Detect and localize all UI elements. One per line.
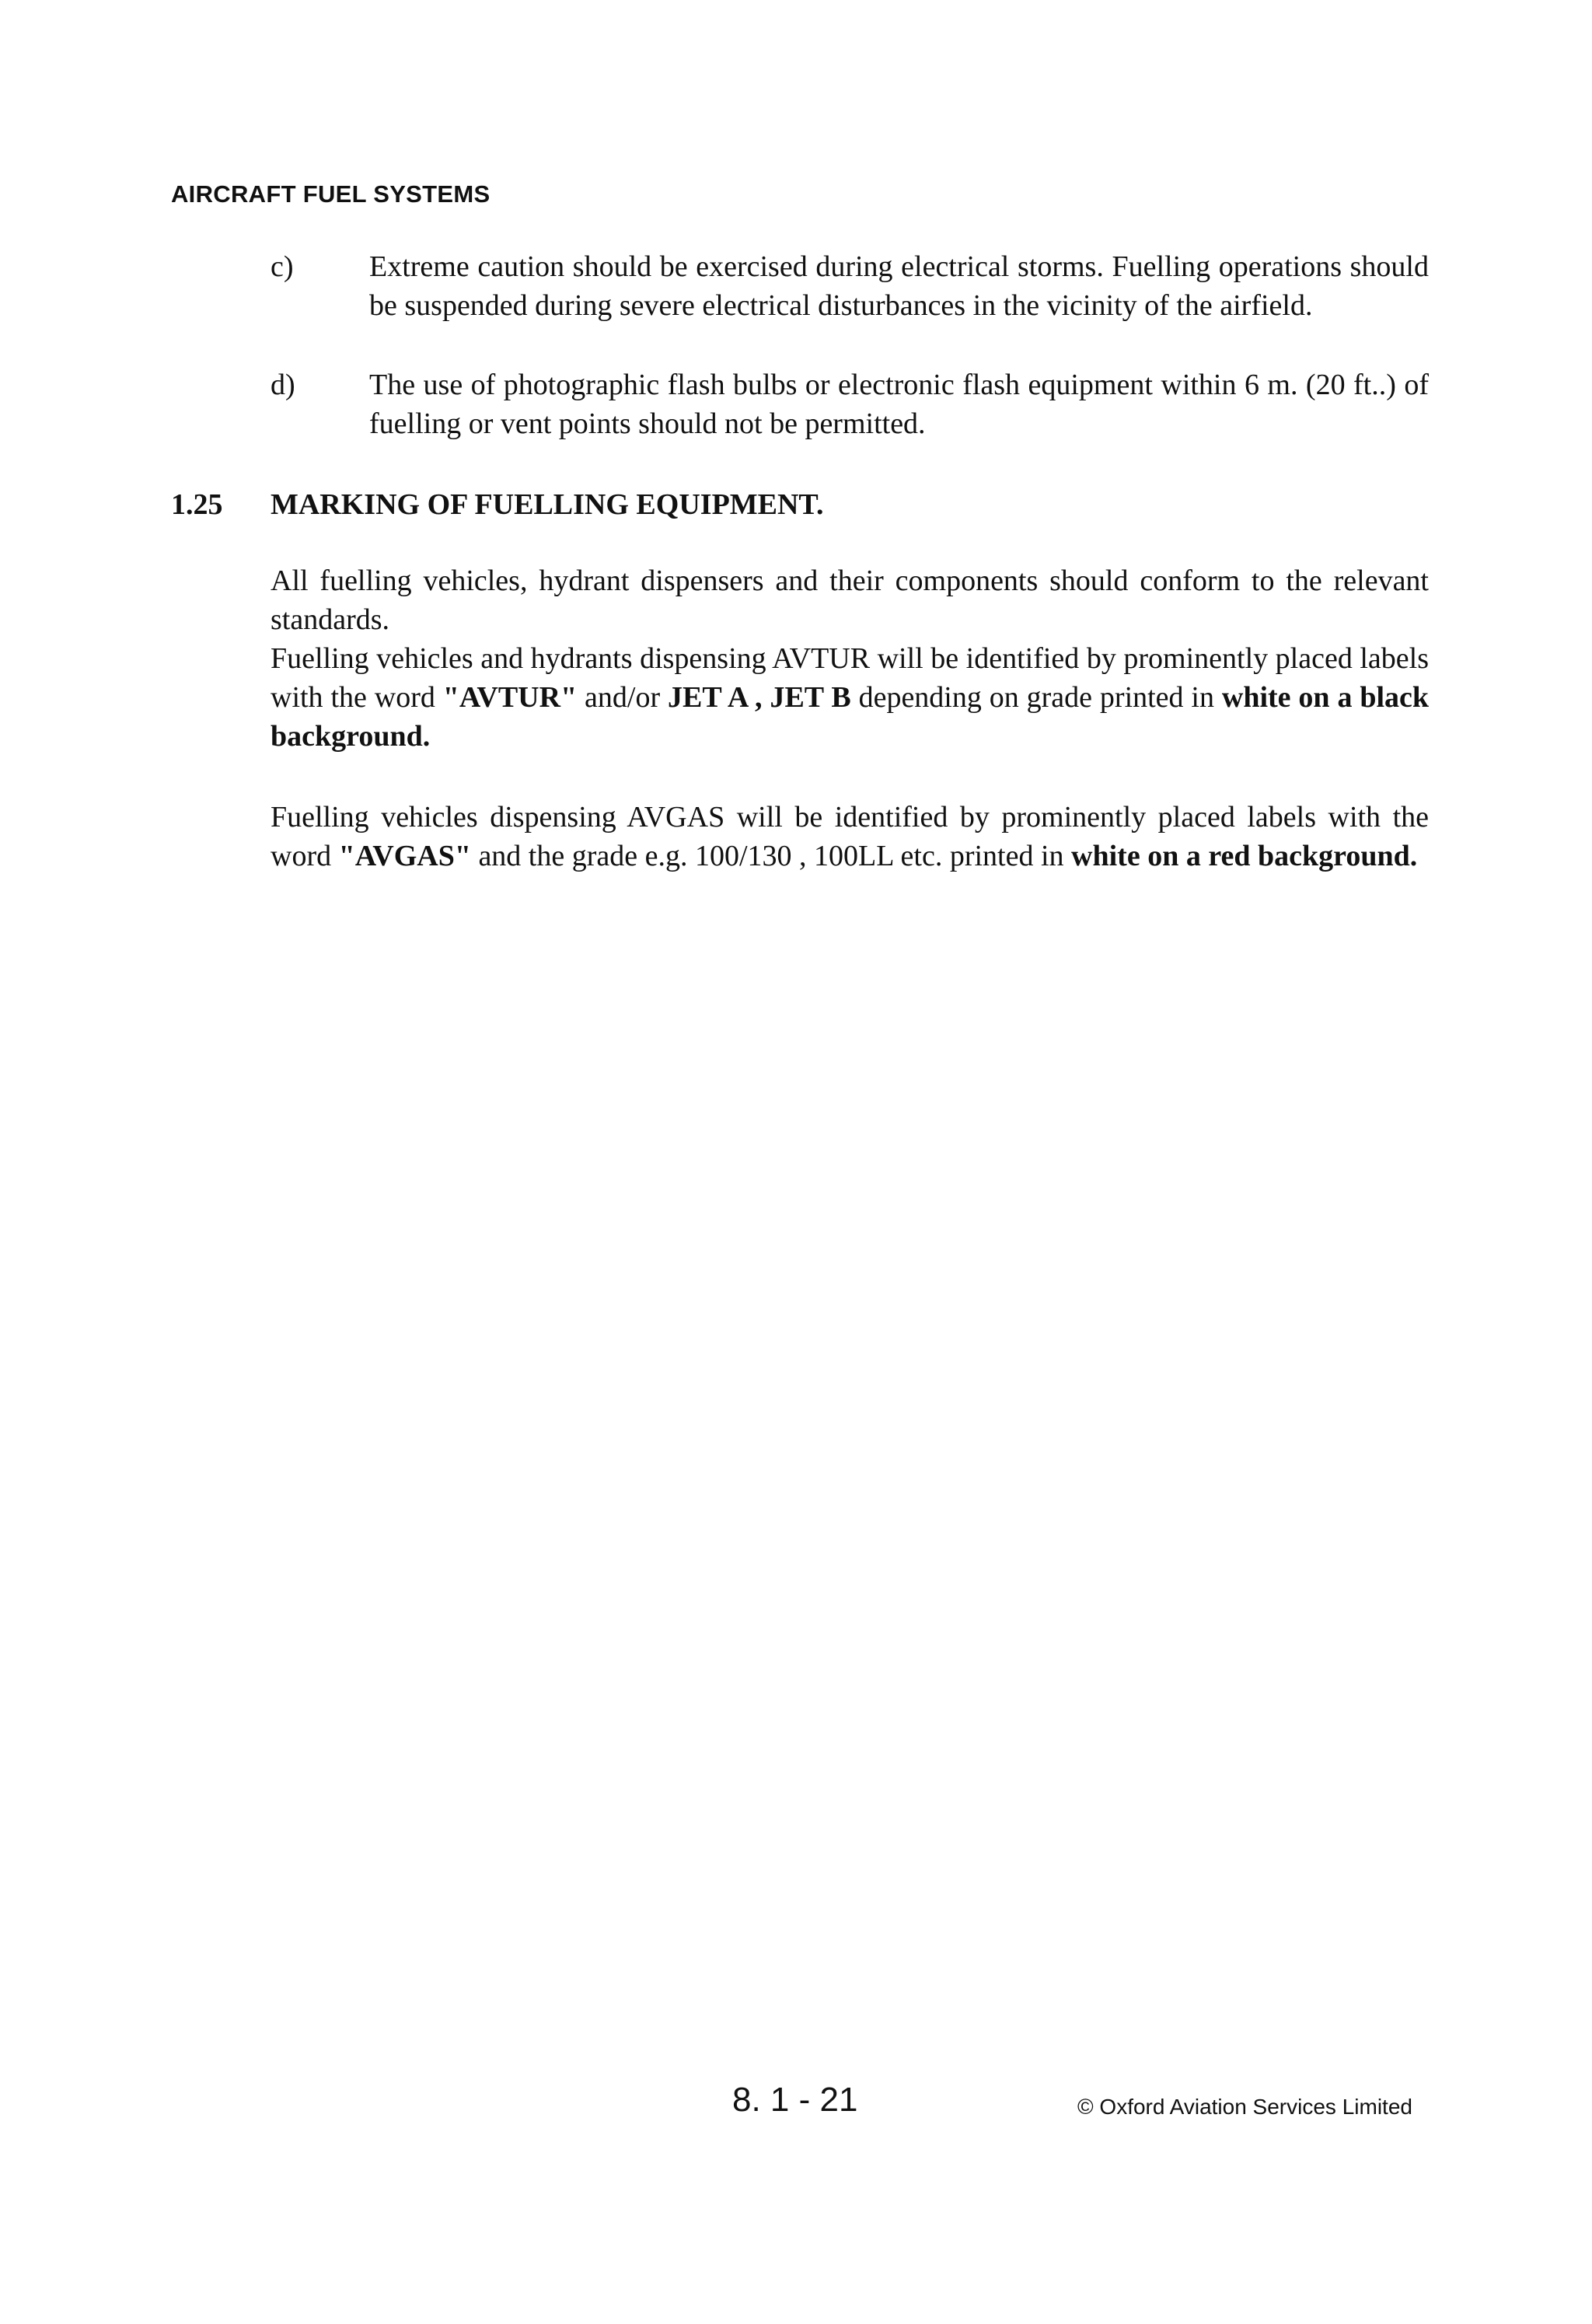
paragraph-text: and the grade e.g. 100/130 , 100LL etc. printed in — [470, 840, 1072, 872]
running-header: AIRCRAFT FUEL SYSTEMS — [171, 180, 491, 208]
jet-grades: JET A , JET B — [668, 681, 851, 714]
paragraph-text: Fuelling vehicles dispensing AVGAS will be identified by prominently placed labels with the word — [271, 801, 1429, 872]
section-number: 1.25 — [171, 488, 223, 521]
paragraph-standards: All fuelling vehicles, hydrant dispensers and their components should conform to the relevant standards. — [271, 564, 1429, 636]
section-title: MARKING OF FUELLING EQUIPMENT. — [271, 488, 824, 521]
list-item-label: d) — [271, 369, 295, 401]
avtur-color-scheme: white on a black background. — [271, 681, 1430, 753]
avgas-label: "AVGAS" — [338, 840, 471, 872]
list-item-label: c) — [271, 250, 294, 283]
paragraph-text: depending on grade printed in — [850, 681, 1222, 714]
avtur-label: "AVTUR" — [442, 681, 578, 714]
avgas-color-scheme: white on a red background. — [1071, 840, 1418, 872]
paragraph-text: and/or — [577, 681, 669, 714]
list-item-text: Extreme caution should be exercised during electrical storms. Fuelling operations should be suspended during severe electrical disturbances in the vicinity of the airfield. — [369, 250, 1429, 322]
paragraph-text: Fuelling vehicles and hydrants dispensing AVTUR will be identified by prominently placed labels with the word — [271, 642, 1429, 714]
paragraph-avgas — [271, 798, 1429, 875]
list-item-text: The use of photographic flash bulbs or electronic flash equipment within 6 m. (20 ft..) of fuelling or vent points should not be permitted. — [369, 369, 1429, 440]
copyright-notice: © Oxford Aviation Services Limited — [1077, 2095, 1412, 2119]
page-number: 8. 1 - 21 — [732, 2081, 858, 2119]
paragraph-avtur — [271, 639, 1429, 756]
